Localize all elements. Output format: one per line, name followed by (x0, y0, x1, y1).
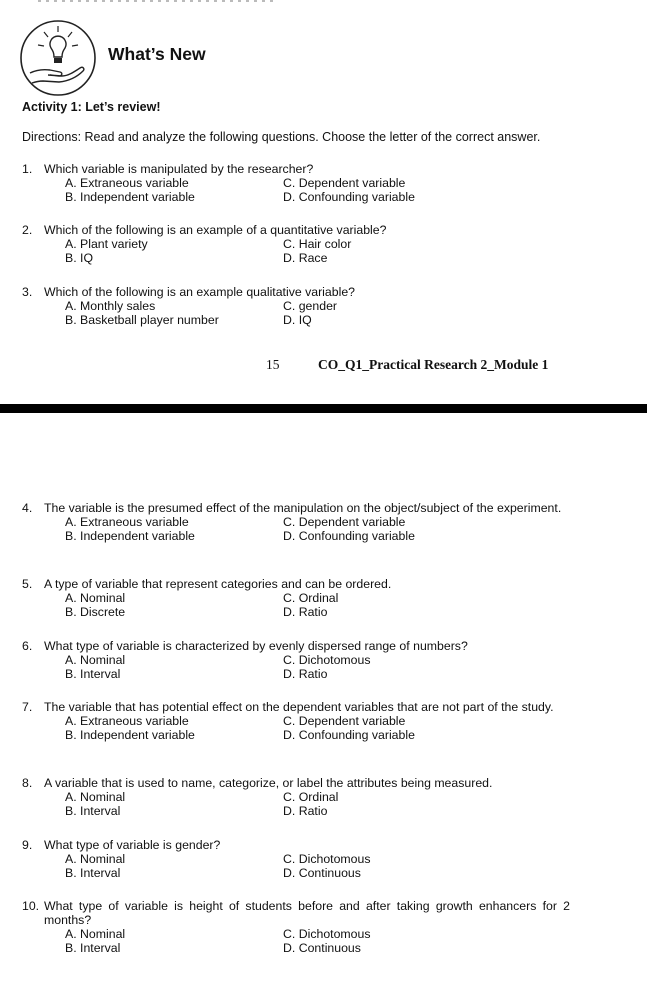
question-text: Which of the following is an example qualitative variable? (44, 285, 356, 299)
option-c: C. Dependent variable (283, 176, 406, 190)
option-d: D. Continuous (283, 941, 361, 955)
option-b: B. Basketball player number (65, 313, 219, 327)
option-d: D. IQ (283, 313, 312, 327)
option-b: B. Interval (65, 941, 121, 955)
option-b: B. Interval (65, 866, 121, 880)
option-c: C. Hair color (283, 237, 352, 251)
question-9 (22, 838, 570, 880)
page-break-bar (0, 404, 647, 413)
question-3 (22, 285, 570, 327)
option-c: C. Dichotomous (283, 653, 371, 667)
question-text: The variable is the presumed effect of the manipulation on the object/subject of the experiment. (44, 501, 562, 515)
option-b: B. Interval (65, 667, 121, 681)
question-2 (22, 223, 570, 265)
option-b: B. Independent variable (65, 728, 195, 742)
question-text: A variable that is used to name, categorize, or label the attributes being measured. (44, 776, 493, 790)
question-text: What type of variable is gender? (44, 838, 221, 852)
question-text: Which of the following is an example of a quantitative variable? (44, 223, 387, 237)
question-number: 6. (22, 639, 33, 653)
option-b: B. IQ (65, 251, 94, 265)
question-number: 1. (22, 162, 33, 176)
question-number: 10. (22, 899, 40, 913)
option-a: A. Extraneous variable (65, 714, 189, 728)
option-a: A. Nominal (65, 591, 126, 605)
option-d: D. Confounding variable (283, 728, 415, 742)
option-a: A. Plant variety (65, 237, 148, 251)
option-c: C. Dependent variable (283, 714, 406, 728)
directions-text: Directions: Read and analyze the following questions. Choose the letter of the correct answer. (22, 130, 541, 144)
question-8 (22, 776, 570, 818)
option-d: D. Confounding variable (283, 190, 415, 204)
activity-title: Activity 1: Let’s review! (22, 100, 161, 114)
option-d: D. Race (283, 251, 328, 265)
question-6 (22, 639, 570, 681)
question-number: 3. (22, 285, 33, 299)
option-c: C. Dichotomous (283, 927, 371, 941)
question-text: What type of variable is characterized by evenly dispersed range of numbers? (44, 639, 468, 653)
option-a: A. Nominal (65, 790, 126, 804)
question-text: What type of variable is height of students before and after taking growth enhancers for 2 months? (44, 899, 570, 927)
question-text: The variable that has potential effect on the dependent variables that are not part of the study. (44, 700, 554, 714)
option-b: B. Independent variable (65, 190, 195, 204)
question-1 (22, 162, 570, 204)
section-title: What’s New (108, 44, 206, 64)
option-a: A. Monthly sales (65, 299, 156, 313)
option-c: C. Ordinal (283, 591, 339, 605)
option-a: A. Nominal (65, 852, 126, 866)
question-number: 9. (22, 838, 33, 852)
question-text: Which variable is manipulated by the researcher? (44, 162, 314, 176)
question-5 (22, 577, 570, 619)
option-c: C. Ordinal (283, 790, 339, 804)
option-a: A. Nominal (65, 653, 126, 667)
option-d: D. Ratio (283, 804, 328, 818)
question-number: 7. (22, 700, 33, 714)
question-number: 2. (22, 223, 33, 237)
option-c: C. Dichotomous (283, 852, 371, 866)
question-7 (22, 700, 570, 742)
question-10 (22, 899, 570, 955)
question-number: 5. (22, 577, 33, 591)
option-d: D. Confounding variable (283, 529, 415, 543)
top-page-rule (38, 0, 278, 2)
question-text: A type of variable that represent categories and can be ordered. (44, 577, 392, 591)
option-a: A. Extraneous variable (65, 515, 189, 529)
option-b: B. Independent variable (65, 529, 195, 543)
option-b: B. Interval (65, 804, 121, 818)
option-d: D. Ratio (283, 605, 328, 619)
option-d: D. Continuous (283, 866, 361, 880)
option-c: C. Dependent variable (283, 515, 406, 529)
option-b: B. Discrete (65, 605, 126, 619)
question-number: 4. (22, 501, 33, 515)
question-number: 8. (22, 776, 33, 790)
question-4 (22, 501, 570, 543)
module-code: CO_Q1_Practical Research 2_Module 1 (318, 357, 549, 372)
option-a: A. Nominal (65, 927, 126, 941)
lightbulb-hand-icon (18, 18, 98, 98)
option-a: A. Extraneous variable (65, 176, 189, 190)
page-number: 15 (266, 357, 280, 372)
option-d: D. Ratio (283, 667, 328, 681)
option-c: C. gender (283, 299, 338, 313)
